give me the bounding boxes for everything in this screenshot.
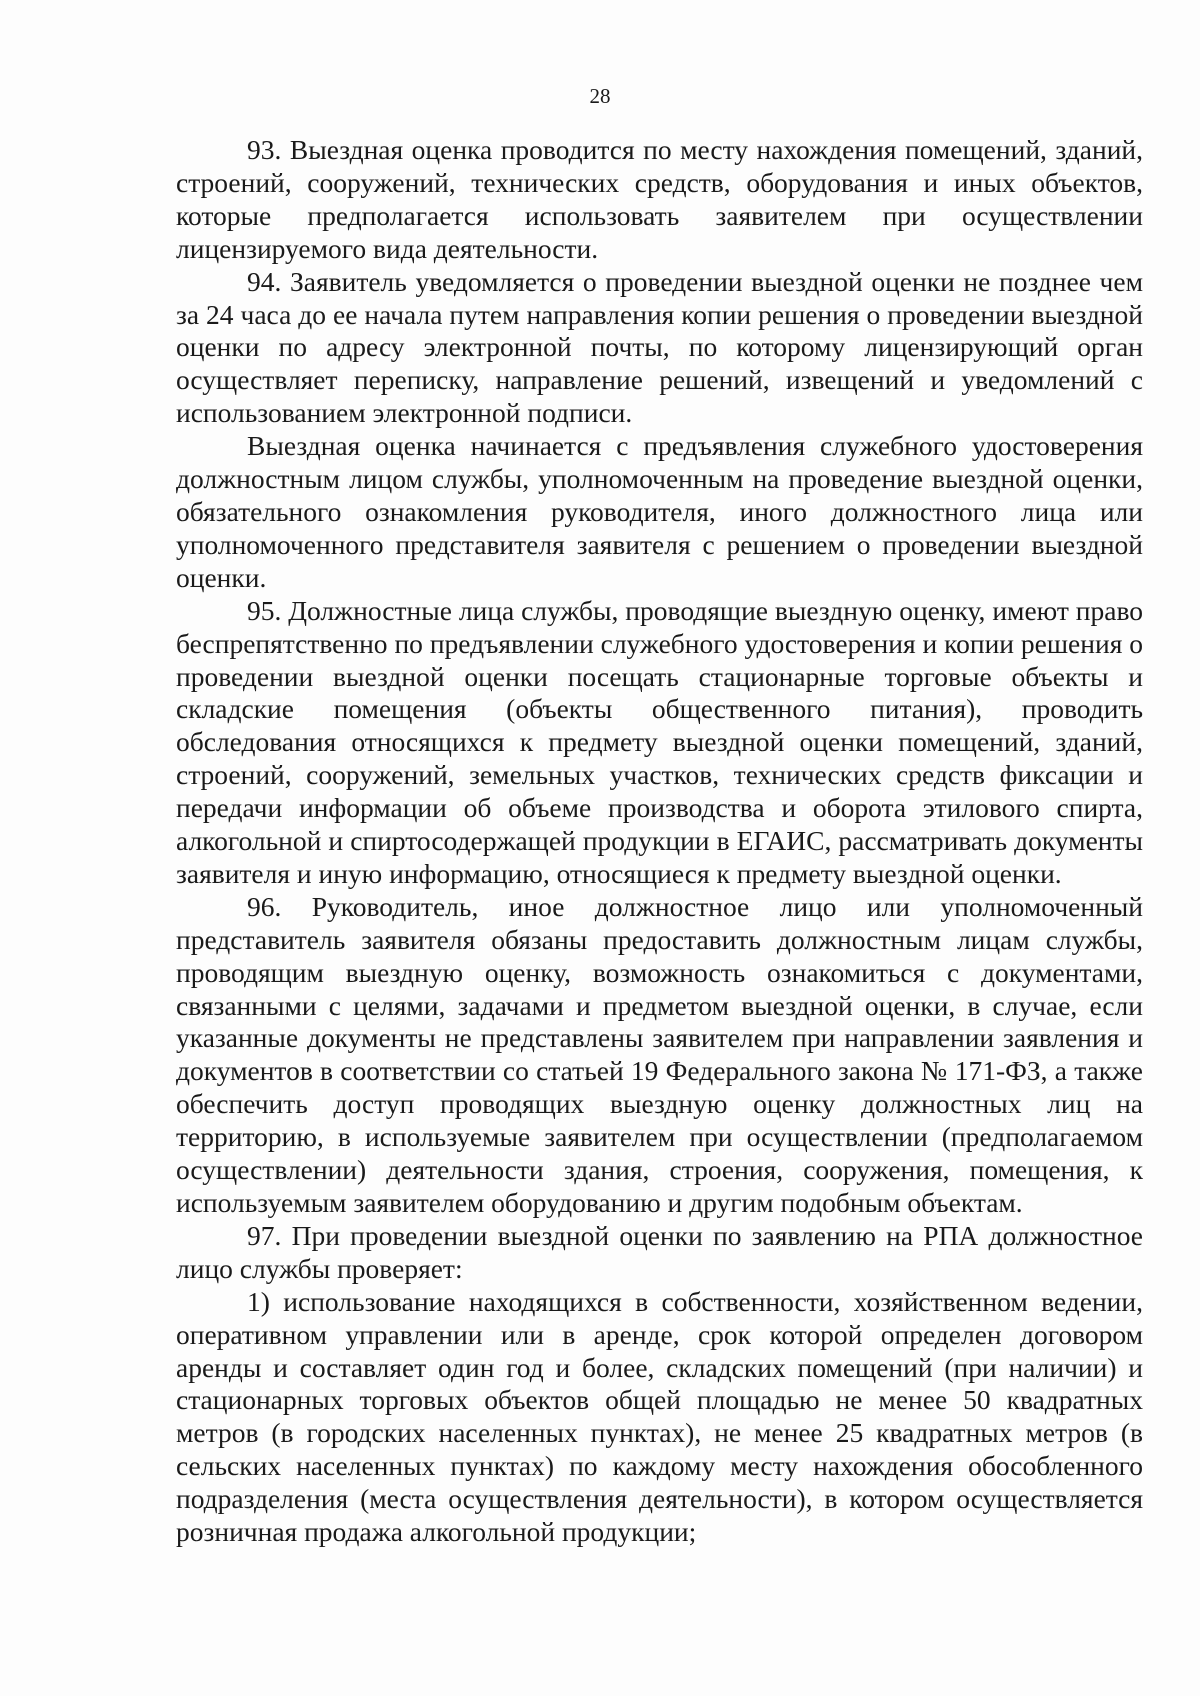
page-number: 28 (589, 84, 611, 108)
paragraph-96: 96. Руководитель, иное должностное лицо или уполномоченный представитель заявителя обязаны предоставить должностным лицам службы, проводящим выездную оценку, возможность ознакомиться с документами, связанными с целями, задачами и предметом выездной оценки, в случае, если указанные документы не представлены заявителем при направлении заявления и документов в соответствии со статьей 19 Федерального закона № 171-ФЗ, а также обеспечить доступ проводящих выездную оценку должностных лиц на территорию, в используемые заявителем при осуществлении (предполагаемом осуществлении) деятельности здания, строения, сооружения, помещения, к используемым заявителем оборудованию и другим подобным объектам. (176, 890, 1143, 1218)
document-body (176, 134, 1143, 1549)
paragraph-94: 94. Заявитель уведомляется о проведении выездной оценки не позднее чем за 24 часа до ее начала путем направления копии решения о проведении выездной оценки по адресу электронной почты, по которому лицензирующий орган осуществляет переписку, направление решений, извещений и уведомлений с использованием электронной подписи. (176, 265, 1143, 429)
paragraph-97: 97. При проведении выездной оценки по заявлению на РПА должностное лицо службы проверяет: (176, 1219, 1143, 1284)
paragraph-95: 95. Должностные лица службы, проводящие выездную оценку, имеют право беспрепятственно по предъявлении служебного удостоверения и копии решения о проведении выездной оценки посещать стационарные торговые объекты и складские помещения (объекты общественного питания), проводить обследования относящихся к предмету выездной оценки помещений, зданий, строений, сооружений, земельных участков, технических средств фиксации и передачи информации об объеме производства и оборота этилового спирта, алкогольной и спиртосодержащей продукции в ЕГАИС, рассматривать документы заявителя и иную информацию, относящиеся к предмету выездной оценки. (176, 594, 1143, 889)
list-item-1: 1) использование находящихся в собственности, хозяйственном ведении, оперативном управлении или в аренде, срок которой определен договором аренды и составляет один год и более, складских помещений (при наличии) и стационарных торговых объектов общей площадью не менее 50 квадратных метров (в городских населенных пунктах), не менее 25 квадратных метров (в сельских населенных пунктах) по каждому месту нахождения обособленного подразделения (места осуществления деятельности), в котором осуществляется розничная продажа алкогольной продукции; (176, 1285, 1143, 1548)
paragraph-93: 93. Выездная оценка проводится по месту нахождения помещений, зданий, строений, сооружений, технических средств, оборудования и иных объектов, которые предполагается использовать заявителем при осуществлении лицензируемого вида деятельности. (176, 134, 1143, 264)
paragraph-94-continuation: Выездная оценка начинается с предъявления служебного удостоверения должностным лицом службы, уполномоченным на проведение выездной оценки, обязательного ознакомления руководителя, иного должностного лица или уполномоченного представителя заявителя с решением о проведении выездной оценки. (176, 430, 1143, 593)
